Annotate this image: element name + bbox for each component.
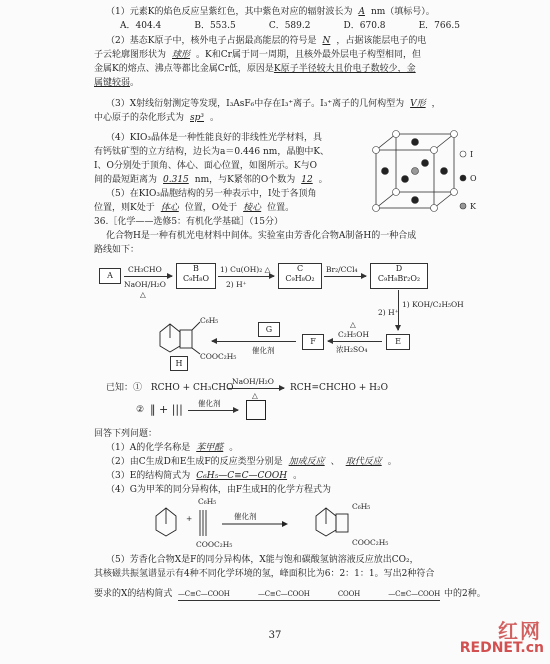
known-reaction-2-reactants: ‖ + ||| (150, 403, 183, 416)
arrow-e-f (328, 341, 382, 342)
q35-part5-line2 (94, 202, 294, 214)
q35-part2-line2 (94, 49, 421, 61)
q35-p3b-answer: sp³ (190, 113, 205, 123)
cond-r5-delta: △ (350, 320, 356, 329)
a5-structure-3: COOH (337, 590, 361, 598)
known2-cond: 催化剂 (198, 399, 221, 408)
q35-p3b-text: 中心原子的杂化形式为 (94, 113, 185, 123)
q35-part3-line1 (106, 98, 441, 110)
answer-2 (106, 456, 397, 468)
compound-c-formula: C₉H₈O₂ (285, 274, 315, 283)
a5-structure-2: —C≡C—COOH (257, 590, 310, 598)
answer-header: 回答下列问题： (94, 429, 158, 439)
a2-answer1: 加成反应 (288, 457, 325, 467)
q35-p3b-tail: 。 (210, 113, 220, 123)
plus-sign: + (186, 514, 193, 523)
compound-c (278, 263, 322, 289)
q35-p5b-answer: 体心 (160, 203, 179, 213)
answer-3 (106, 470, 302, 482)
q35-p2b-text: 子云轮廓图形状为 (94, 50, 167, 60)
compound-b-label: B (193, 264, 199, 273)
a3-text: （3）E的结构简式为 (106, 471, 191, 481)
a5-structure-1: —C≡C—COOH (178, 590, 230, 598)
a2-text: （2）由C生成D和E生成F的反应类型分别是 (106, 457, 283, 467)
answer-4: （4）G为甲苯的同分异构体，由F生成H的化学方程式为 (106, 485, 332, 495)
page-number: 37 (268, 630, 282, 641)
q35-p2c-answer: K原子半径较大且价电子数较少，金 (273, 64, 416, 74)
compound-b-formula: C₉H₈O (182, 274, 210, 283)
q35-p4d-tail: 。 (318, 175, 328, 185)
compound-d-formula: C₉H₈Br₂O₂ (377, 274, 421, 283)
compound-g: G (258, 322, 280, 337)
answer-5-line1: （5）芳香化合物X是F的同分异构体，X能与饱和碳酸氢钠溶液反应放出CO₂， (106, 555, 419, 565)
q35-p2a-tail: ，占据该能层电子的电 (336, 36, 427, 46)
cond-r2-top: 1) Cu(OH)₂ △ (220, 265, 271, 274)
watermark-logo: 红网 (498, 619, 542, 643)
kio3-unit-cell-diagram (368, 128, 478, 228)
cond-r1-top: CH₃CHO (128, 265, 162, 274)
compound-a: A (99, 268, 121, 284)
option-e: E．766.5 (418, 21, 460, 31)
q35-p1-answer: A (358, 7, 365, 17)
known1-arrow (228, 388, 284, 389)
known-label: 已知：① (106, 383, 143, 393)
cond-r1-bot: NaOH/H₂O (124, 280, 166, 289)
legend-o: O (470, 174, 477, 183)
a1-text: （1）A的化学名称是 (106, 443, 191, 453)
known2-arrow (188, 410, 238, 411)
option-a: A．404.4 (120, 21, 162, 31)
known1-reactants: RCHO + CH₃CHO (150, 383, 234, 393)
cond-r1-delta: △ (140, 290, 146, 299)
a1-tail: 。 (229, 443, 239, 453)
cond-r2-bot: 2) H⁺ (226, 280, 247, 289)
q36-title: 36.［化学——选修5：有机化学基础］（15分） (94, 217, 283, 227)
option-c: C．589.2 (268, 21, 311, 31)
q35-p5b-tail: 位置。 (267, 203, 295, 213)
cond-r5-bot: 浓H₂SO₄ (336, 345, 368, 354)
q35-p2a-answer: N (322, 36, 331, 46)
eq4-prod-sub2: COOC₂H₅ (352, 538, 389, 547)
q35-p2b-tail: 。K和Cr属于同一周期，且核外最外层电子构型相同，但 (196, 50, 421, 60)
answer-5-line3 (94, 588, 172, 600)
cond-r3-top: Br₂/CCl₄ (326, 265, 358, 274)
a3-answer: C₆H₅—C≡C—COOH (196, 471, 288, 481)
compound-b (176, 263, 216, 289)
answer-5-line2: 其核磁共振氢谱显示有4种不同化学环境的氢，峰面积比为6：2：1：1。写出2种符合 (94, 569, 435, 579)
q35-p4d-text: 间的最短距离为 (94, 175, 158, 185)
known-reaction-1 (106, 382, 234, 394)
legend-k: K (470, 202, 476, 211)
q35-p4d-answer: 0.315 (163, 175, 189, 185)
arrow-b-c (218, 276, 274, 277)
q35-p2d-tail: 。 (130, 78, 140, 88)
h-substituent-1: C₆H₅ (200, 316, 219, 325)
q35-part3-line2 (94, 112, 219, 124)
legend-i: I (470, 150, 474, 159)
q35-p5b-text: 位置，则K处于 (94, 203, 155, 213)
q35-p2b-answer: 球形 (172, 50, 191, 60)
q35-p4d-mid: nm，与K紧邻的O个数为 (194, 175, 296, 185)
q35-part4-line1: （4）KIO₃晶体是一种性能良好的非线性光学材料，具 (106, 133, 322, 143)
arrow-c-d (324, 276, 366, 277)
cyclobutene-product (246, 400, 266, 420)
arrow-f-h (212, 341, 296, 342)
compound-h: H (170, 356, 188, 371)
q35-p2c-text: 金属K的熔点、沸点等都比金属Cr低，原因是 (94, 64, 274, 74)
known1-cond-top: NaOH/H₂O (232, 377, 274, 386)
a5-structure-4: —C≡C—COOH (388, 590, 440, 598)
eq4-sub2: COOC₂H₅ (196, 540, 233, 549)
q35-p1-tail: nm（填标号）。 (370, 7, 435, 17)
known1-product: RCH=CHCHO + H₂O (290, 383, 388, 393)
q35-part2-line4 (94, 77, 139, 89)
compound-e: E (386, 334, 410, 350)
compound-c-label: C (296, 264, 304, 273)
q35-part2-line1 (106, 35, 426, 47)
answer-1 (106, 442, 238, 454)
q35-part5-line1: （5）在KIO₃晶胞结构的另一种表示中，I处于各顶角 (106, 189, 317, 199)
q36-intro-line2: 路线如下： (94, 245, 140, 255)
a1-answer: 苯甲醛 (196, 443, 224, 453)
h-substituent-2: COOC₂H₅ (200, 352, 237, 361)
q35-p3a-answer: V形 (410, 99, 426, 109)
a5-tail: 中的2种。 (444, 589, 486, 599)
a2-answer2: 取代反应 (345, 457, 382, 467)
option-d: D．670.8 (343, 21, 386, 31)
q35-options (120, 20, 460, 32)
q35-p5b-answer2: 棱心 (243, 203, 262, 213)
a2-tail: 。 (387, 457, 397, 467)
cond-r5-top: C₂H₅OH (338, 330, 369, 339)
q35-p1-text: （1）元素K的焰色反应呈紫红色，其中紫色对应的辐射波长为 (106, 7, 353, 17)
compound-d (370, 263, 428, 289)
a5-text: 要求的X的结构简式 (94, 589, 173, 599)
answer-5-structures (178, 588, 440, 601)
option-b: B．553.5 (194, 21, 236, 31)
compound-d-label: D (395, 264, 403, 273)
q35-p4d-answer2: 12 (301, 175, 313, 185)
q35-part1 (106, 6, 435, 18)
q35-part2-line3 (94, 63, 416, 75)
compound-f: F (302, 334, 324, 350)
q36-intro-line1: 化合物H是一种有机光电材料中间体。实验室由芳香化合物A制备H的一种合成 (106, 231, 417, 241)
q35-part4-line3: I、O分别处于顶角、体心、面心位置，如图所示。K与O (94, 161, 318, 171)
cond-r4-left: 2) H⁺ (378, 308, 399, 317)
known1-cond-bot: △ (252, 391, 258, 400)
cond-r4-right: 1) KOH/C₂H₅OH (402, 300, 464, 309)
q35-p3a-tail: ， (431, 99, 441, 109)
q35-part4-line2: 有钙钛矿型的立方结构，边长为a＝0.446 nm，晶胞中K、 (94, 147, 330, 157)
q35-p3a-text: （3）X射线衍射测定等发现，I₃AsF₆中存在I₃⁺离子。I₃⁺离子的几何构型为 (106, 99, 405, 109)
known-reaction-2-label: ② (136, 405, 145, 415)
watermark-site: REDNET.cn (459, 640, 544, 656)
q35-part4-line4 (94, 174, 328, 186)
a2-mid: 、 (330, 457, 340, 467)
eq4-prod-sub1: C₆H₅ (352, 502, 371, 511)
a3-tail: 。 (293, 471, 303, 481)
cond-r6: 催化剂 (252, 346, 275, 355)
eq4-sub1: C₆H₅ (198, 497, 217, 506)
arrow-a-b (124, 276, 172, 277)
eq4-cond: 催化剂 (234, 512, 257, 521)
q35-p2d-answer: 属键较弱 (94, 78, 131, 88)
q35-p5b-mid: 位置，O处于 (184, 203, 238, 213)
q35-p2a-text: （2）基态K原子中，核外电子占据最高能层的符号是 (106, 36, 317, 46)
